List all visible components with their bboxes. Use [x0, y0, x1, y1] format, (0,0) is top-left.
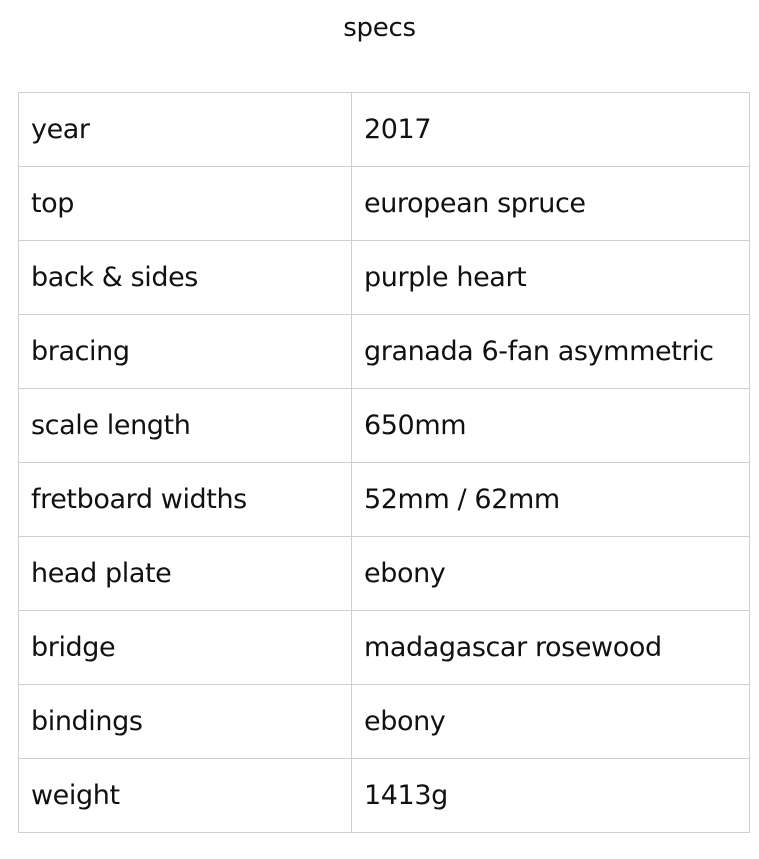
table-row — [19, 167, 750, 241]
spec-label: scale length — [19, 389, 352, 463]
spec-value: purple heart — [352, 241, 750, 315]
spec-value: granada 6-fan asymmetric — [352, 315, 750, 389]
table-row — [19, 611, 750, 685]
spec-label: head plate — [19, 537, 352, 611]
table-row — [19, 537, 750, 611]
spec-label: back & sides — [19, 241, 352, 315]
spec-label: weight — [19, 759, 352, 833]
spec-label: bindings — [19, 685, 352, 759]
table-row — [19, 93, 750, 167]
spec-value: 1413g — [352, 759, 750, 833]
table-row — [19, 759, 750, 833]
table-row — [19, 463, 750, 537]
spec-value: madagascar rosewood — [352, 611, 750, 685]
table-row — [19, 241, 750, 315]
spec-label: bridge — [19, 611, 352, 685]
spec-value: 52mm / 62mm — [352, 463, 750, 537]
page-title: specs — [343, 13, 416, 43]
spec-label: year — [19, 93, 352, 167]
spec-value: 2017 — [352, 93, 750, 167]
table-row — [19, 685, 750, 759]
spec-label: top — [19, 167, 352, 241]
spec-value: ebony — [352, 685, 750, 759]
table-row — [19, 389, 750, 463]
spec-value: european spruce — [352, 167, 750, 241]
spec-label: fretboard widths — [19, 463, 352, 537]
table-row — [19, 315, 750, 389]
spec-label: bracing — [19, 315, 352, 389]
spec-value: 650mm — [352, 389, 750, 463]
spec-value: ebony — [352, 537, 750, 611]
specs-table — [18, 92, 750, 833]
